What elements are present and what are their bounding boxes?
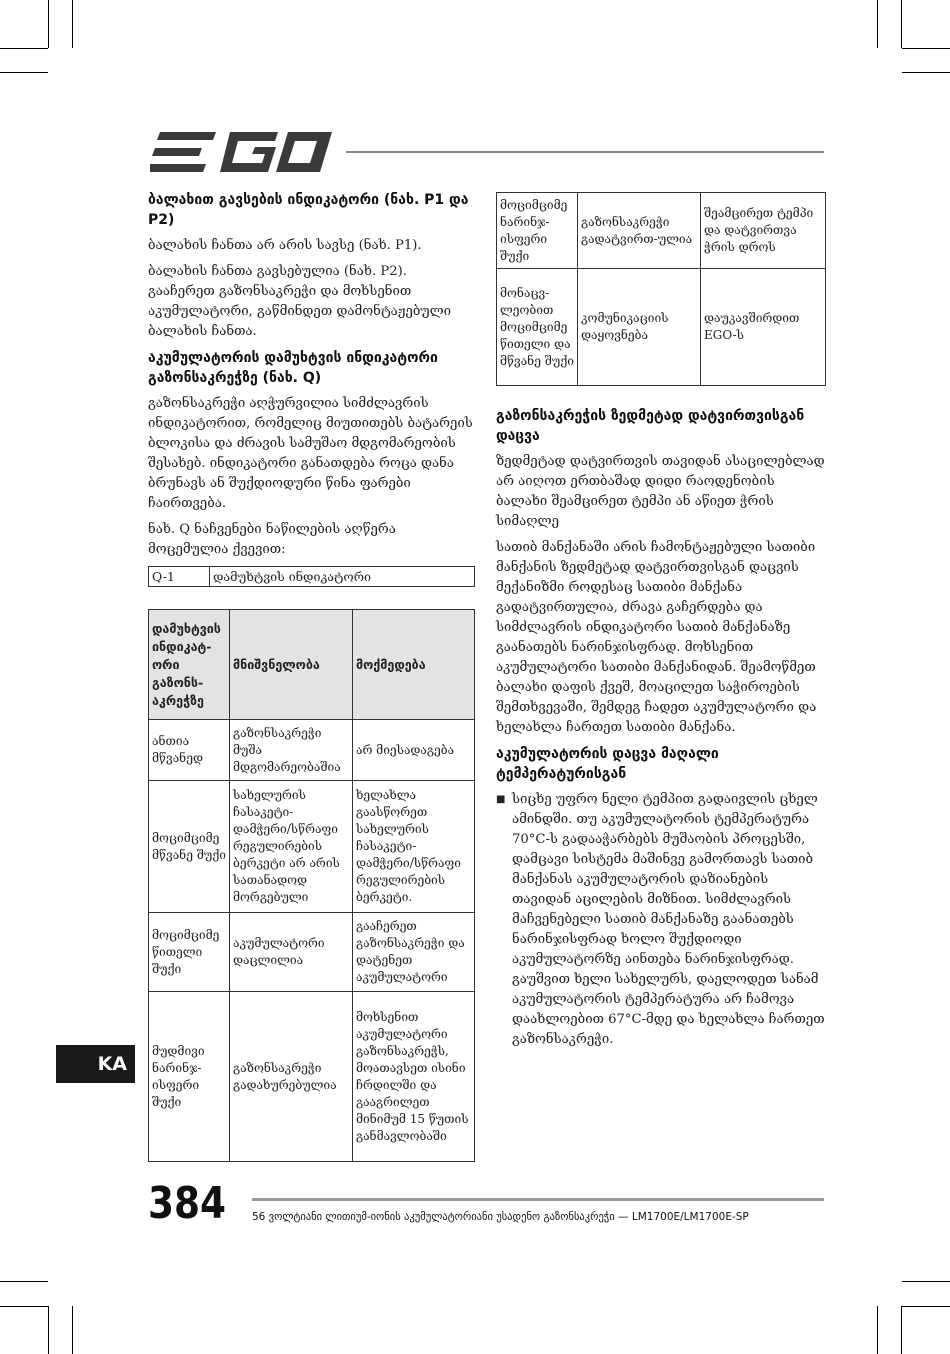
table-cell: მოციმციმე ნარინჯ-ისფერი შუქი — [497, 193, 578, 269]
table-cell: გაზონსაკრეჭი გადახურებულია — [230, 992, 353, 1162]
section-title-charge-indicator: აკუმულატორის დამუხტვის ინდიკატორი გაზონსაკრეჭზე (ნახ. Q) — [148, 350, 438, 386]
crop-mark — [0, 48, 48, 49]
table-cell: შეამცირეთ ტემპი და დატვირთვა ჭრის დროს — [701, 193, 826, 269]
paragraph: ნახ. Q ნაჩვენები ნაწილების აღწერა მოცემულია ქვევით: — [148, 522, 396, 557]
table-row — [149, 913, 475, 992]
table-row — [149, 720, 475, 781]
table-cell: აკუმულატორი დაცლილია — [230, 913, 353, 992]
indicator-table-continued — [496, 192, 826, 386]
part-code: Q-1 — [149, 567, 210, 587]
crop-mark — [901, 1306, 902, 1354]
paragraph: გაზონსაკრეჭი აღჭურვილია სიმძლავრის ინდიკატორით, რომელიც მიუთითებს ბატარეის ბლოკისა და ძრავის სამუშაო მდგომარეობის შესახებ. ინდიკატორი განათდება როცა დანა ბრუნავს ან შუქდიოდური წინა ფარები ჩაირთვება. — [148, 396, 473, 511]
parts-table — [148, 566, 475, 587]
crop-mark — [48, 1306, 49, 1354]
table-row — [149, 567, 475, 587]
table-cell: კომუნიკაციის დაყოვნება — [578, 269, 701, 386]
language-tab: KA — [56, 1045, 135, 1083]
crop-mark — [0, 1306, 48, 1307]
crop-mark — [72, 1306, 73, 1354]
page-number: 384 — [148, 1178, 227, 1229]
table-cell: მონაცვ-ლეობით მოციმციმე წითელი და მწვანე შუქი — [497, 269, 578, 386]
table-header-row — [149, 610, 475, 720]
table-cell: გაზონსაკრეჭი მუშა მდგომარეობაშია — [230, 720, 353, 781]
right-column — [496, 192, 826, 1050]
footer-rule — [252, 1198, 824, 1201]
table-cell: გააჩერეთ გაზონსაკრეჭი და დატენეთ აკუმულატორი — [353, 913, 475, 992]
crop-mark — [902, 72, 950, 73]
paragraph: ბალახის ჩანთა არ არის სავსე (ნახ. P1). — [148, 238, 422, 253]
crop-mark — [0, 72, 48, 73]
table-cell: მუდმივი ნარინჯ-ისფერი შუქი — [149, 992, 230, 1162]
crop-mark — [48, 0, 49, 48]
column-header: დამუხტვის ინდიკატ-ორი გაზონს-აკრეჭზე — [149, 610, 230, 720]
table-row — [149, 992, 475, 1162]
table-cell: მოციმციმე მწვანე შუქი — [149, 781, 230, 913]
header-rule — [346, 151, 824, 153]
table-row — [149, 781, 475, 913]
crop-mark — [902, 1306, 950, 1307]
column-header: მოქმედება — [353, 610, 475, 720]
section-title-overload-protection: გაზონსაკრეჭის ზედმეტად დატვირთვისგან დაცვა — [496, 408, 805, 444]
table-cell: მოციმციმე წითელი შუქი — [149, 913, 230, 992]
footer-text: 56 ვოლტიანი ლითიუმ-იონის აკუმულატორიანი უსადენო გაზონსაკრეჭი — LM1700E/LM1700E-SP — [252, 1211, 749, 1223]
square-bullet-icon: ■ — [496, 794, 506, 805]
column-header: მნიშვნელობა — [230, 610, 353, 720]
bullet-item — [496, 790, 826, 1050]
table-cell: მოხსენით აკუმულატორი გაზონსაკრეჭს, მოათავსეთ ისინი ჩრდილში და გააგრილეთ მინიმუმ 15 წუთის განმავლობაში — [353, 992, 475, 1162]
table-cell: სახელურის ჩასაკეტი-დამჭერი/სწრაფი რეგულირების ბერკეტი არ არის სათანადოდ მორგებული — [230, 781, 353, 913]
crop-mark — [902, 1281, 950, 1282]
paragraph: ბალახის ჩანთა გავსებულია (ნახ. P2). გააჩერეთ გაზონსაკრეჭი და მოხსენით აკუმულატორი, გაწმინდეთ დამონტაჟებული ბალახის ჩანთა. — [148, 264, 452, 339]
crop-mark — [0, 1281, 48, 1282]
crop-mark — [902, 48, 950, 49]
crop-mark — [877, 1306, 878, 1354]
section-title-temperature-protection: აკუმულატორის დაცვა მაღალი ტემპერატურისგან — [496, 746, 719, 782]
part-description: დამუხტვის ინდიკატორი — [210, 567, 475, 587]
indicator-table — [148, 609, 475, 1162]
table-cell: გაზონსაკრეჭი გადატვირთ-ულია — [578, 193, 701, 269]
table-row — [497, 269, 826, 386]
section-title-grass-bag: ბალახით გავსების ინდიკატორი (ნახ. P1 და P2) — [148, 192, 469, 228]
left-column — [148, 190, 475, 1162]
table-cell: ანთია მწვანედ — [149, 720, 230, 781]
bullet-text: სიცხე უფრო ნელი ტემპით გადაივლის ცხელ ამინდში. თუ აკუმულატორის ტემპერატურა 70°C-ს გადააჭარბებს მუშაობის პროცესში, დამცავი სისტემა მაშინვე გამორთავს სათიბ მანქანას აკუმულატორის დაზიანების თავიდან აცილების მიზნით. სიმძლავრის მაჩვენებელი სათიბ მანქანაზე გაანათებს ნარინჯისფრად ხოლო შუქდიოდი აკუმულატორზე აინთება ნარინჯისფრად. გაუშვით ხელი სახელურს, დაელოდეთ სანამ აკუმულატორის ტემპერატურა არ ჩამოვა დაახლოებით 67°C-მდე და ხელახლა ჩართეთ გაზონსაკრეჭი. — [512, 792, 825, 1047]
paragraph: ზედმეტად დატვირთვის თავიდან ასაცილებლად არ აიღოთ ერთბაშად დიდი რაოდენობის ბალახი შეამცირეთ ტემპი ან აწიეთ ჭრის სიმაღლე — [496, 454, 825, 529]
table-row — [497, 193, 826, 269]
paragraph: სათიბ მანქანაში არის ჩამონტაჟებული სათიბი მანქანის ზედმეტად დატვირთვისგან დაცვის მექანიზმი როდესაც სათიბი მანქანა გადატვირთულია, ძრავა გაჩერდება და სიმძლავრის ინდიკატორი სათიბ მანქანაზე გაანათებს ნარინჯისფრად. მოხსენით აკუმულატორი სათიბი მანქანიდან. შეამოწმეთ ბალახი დაფის ქვეშ, მოაცილეთ საჭიროების შემთხვევაში, შემდეგ ჩადეთ აკუმულატორი და ხელახლა ჩართეთ სათიბი მანქანა. — [496, 540, 817, 735]
crop-mark — [877, 0, 878, 48]
table-cell: ხელახლა გაასწორეთ სახელურის ჩასაკეტი-დამჭერი/სწრაფი რეგულირების ბერკეტი. — [353, 781, 475, 913]
table-cell: დაუკავშირდით EGO-ს — [701, 269, 826, 386]
table-cell: არ მიესადაგება — [353, 720, 475, 781]
ego-logo — [150, 132, 332, 172]
crop-mark — [72, 0, 73, 48]
crop-mark — [901, 0, 902, 48]
